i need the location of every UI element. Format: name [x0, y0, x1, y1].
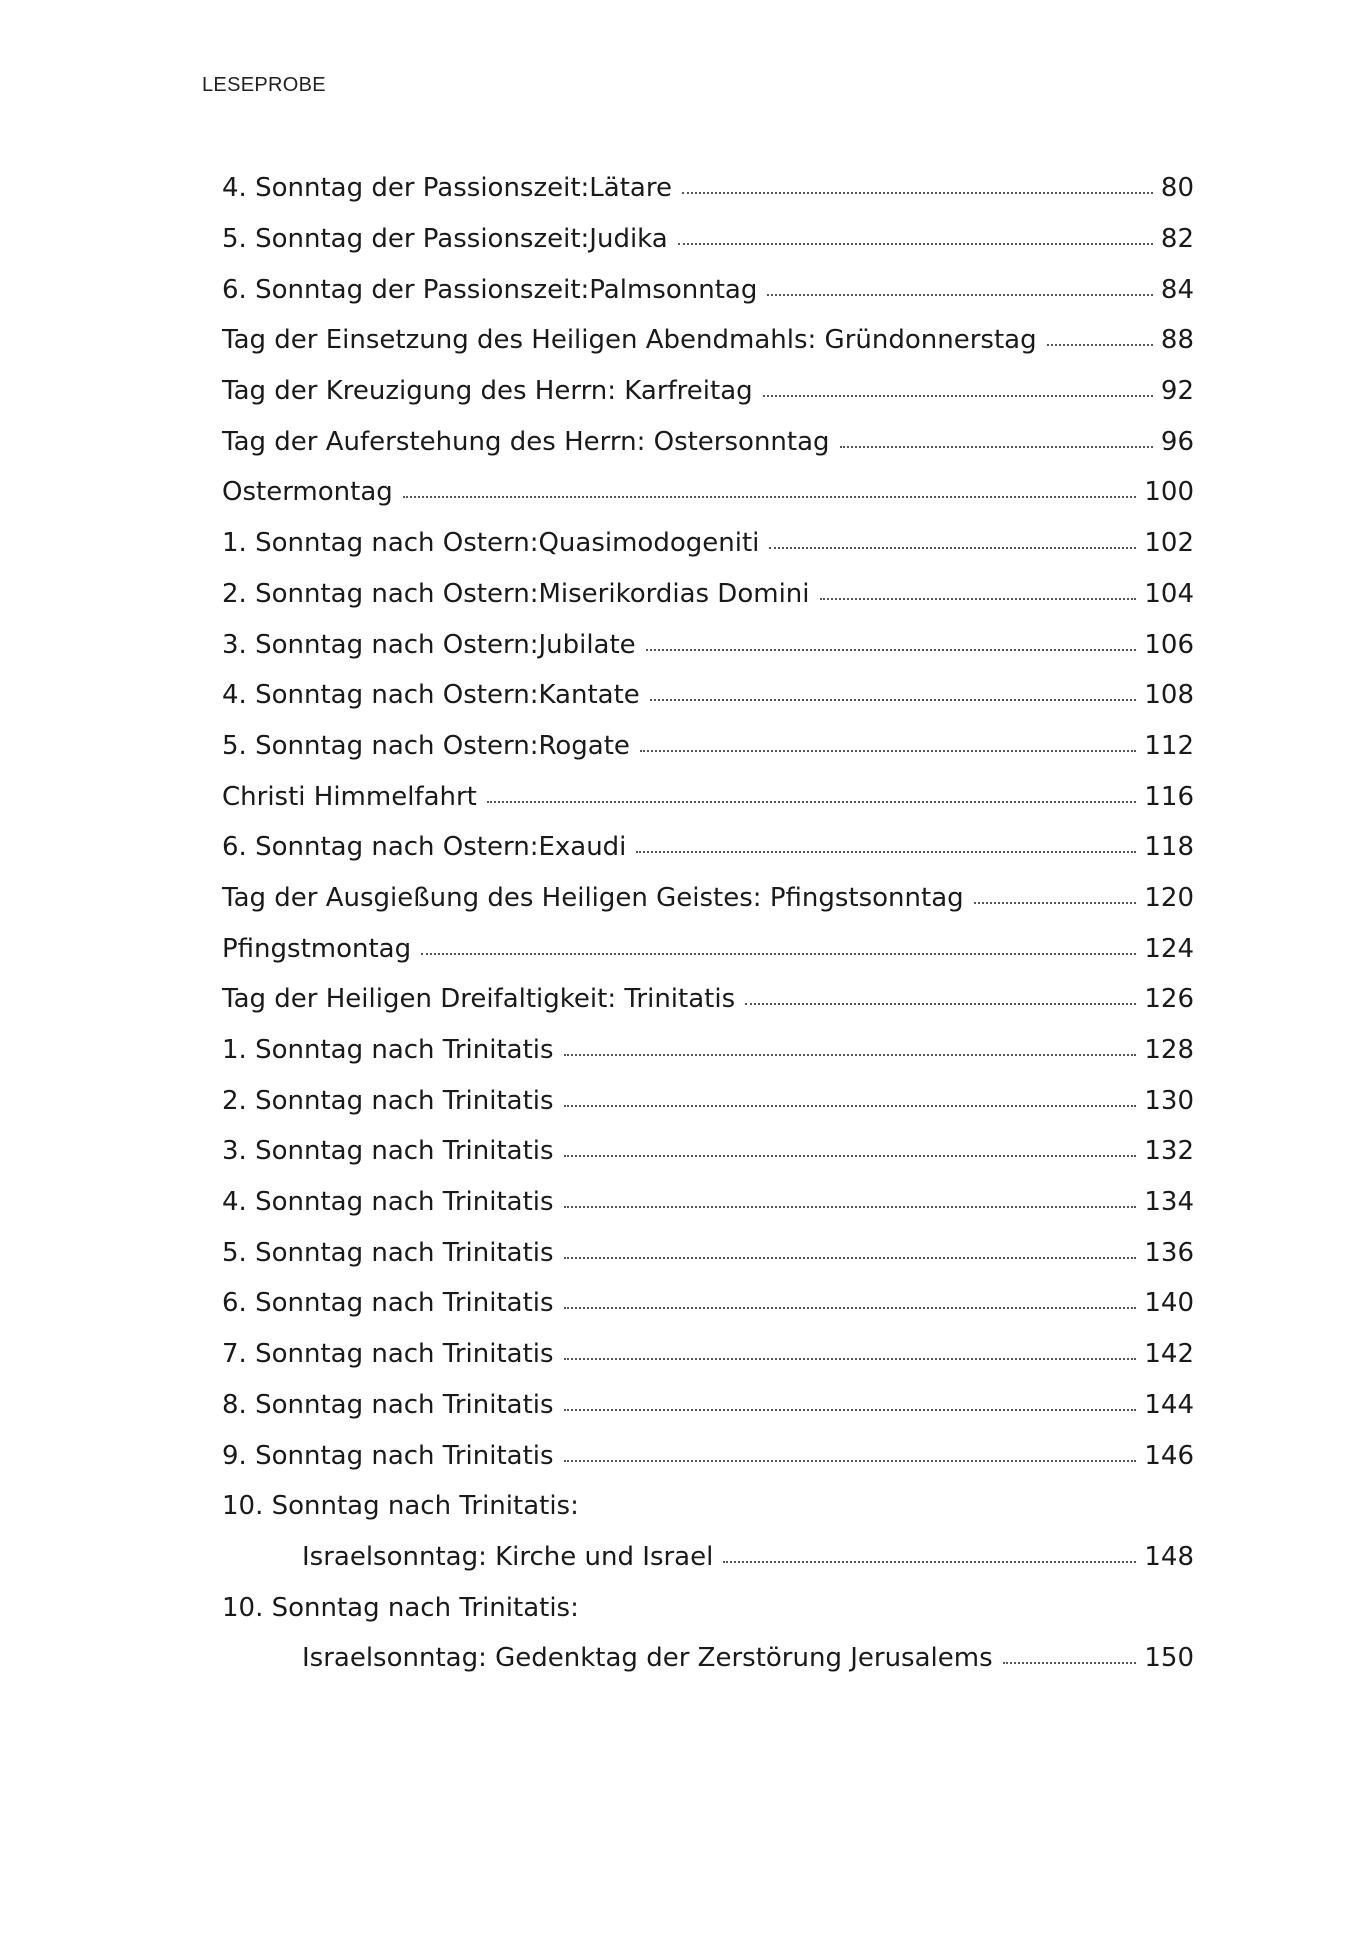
- dot-leader: [682, 192, 1153, 194]
- toc-entry-title: 5. Sonntag nach Trinitatis: [222, 1237, 554, 1268]
- dot-leader: [723, 1561, 1136, 1563]
- dot-leader: [487, 801, 1136, 803]
- toc-page-number: 142: [1144, 1339, 1194, 1370]
- dot-leader: [840, 446, 1153, 448]
- toc-entry[interactable]: [222, 923, 1194, 974]
- toc-page-number: 112: [1144, 730, 1194, 761]
- dot-leader: [564, 1358, 1137, 1360]
- dot-leader: [820, 598, 1137, 600]
- dot-leader: [974, 902, 1137, 904]
- toc-page-number: 126: [1144, 984, 1194, 1015]
- toc-page-number: 92: [1160, 376, 1194, 407]
- toc-entry[interactable]: [222, 315, 1194, 366]
- toc-entry-title: 2. Sonntag nach Trinitatis: [222, 1085, 554, 1116]
- toc-entry-title: Ostermontag: [222, 477, 393, 508]
- toc-entry[interactable]: [222, 1177, 1194, 1228]
- toc-entry-title: 9. Sonntag nach Trinitatis: [222, 1440, 554, 1471]
- dot-leader: [564, 1206, 1137, 1208]
- toc-entry-title: Christi Himmelfahrt: [222, 781, 477, 812]
- toc-entry[interactable]: [222, 1126, 1194, 1177]
- table-of-contents: [222, 163, 1194, 1684]
- toc-page-number: 128: [1144, 1035, 1194, 1066]
- toc-entry-title: 10. Sonntag nach Trinitatis:: [222, 1592, 579, 1623]
- toc-page-number: 130: [1144, 1085, 1194, 1116]
- dot-leader: [564, 1105, 1137, 1107]
- toc-entry-title: Pfingstmontag: [222, 933, 412, 964]
- toc-entry-heading: [222, 1481, 1194, 1532]
- toc-page-number: 146: [1144, 1440, 1194, 1471]
- toc-page-number: 150: [1144, 1643, 1194, 1674]
- toc-page-number: 140: [1144, 1288, 1194, 1319]
- toc-page-number: 118: [1144, 832, 1194, 863]
- toc-entry[interactable]: [222, 416, 1194, 467]
- toc-entry[interactable]: [222, 264, 1194, 315]
- toc-entry-title: 1. Sonntag nach Trinitatis: [222, 1035, 554, 1066]
- toc-page-number: 102: [1144, 528, 1194, 559]
- toc-entry-title: Tag der Einsetzung des Heiligen Abendmahls: Gründonnerstag: [222, 325, 1037, 356]
- toc-entry-subtitle: Israelsonntag: Kirche und Israel: [302, 1541, 714, 1572]
- toc-page-number: 108: [1144, 680, 1194, 711]
- toc-entry-title: 3. Sonntag nach Trinitatis: [222, 1136, 554, 1167]
- dot-leader: [640, 750, 1136, 752]
- toc-entry-title: 7. Sonntag nach Trinitatis: [222, 1339, 554, 1370]
- toc-page-number: 100: [1144, 477, 1194, 508]
- toc-entry-title: 4. Sonntag nach Ostern:Kantate: [222, 680, 640, 711]
- toc-entry-title: 6. Sonntag nach Ostern:Exaudi: [222, 832, 627, 863]
- toc-entry[interactable]: [222, 1430, 1194, 1481]
- toc-entry-title: Tag der Kreuzigung des Herrn: Karfreitag: [222, 376, 753, 407]
- toc-entry[interactable]: [222, 670, 1194, 721]
- dot-leader: [403, 496, 1137, 498]
- toc-entry-title: 2. Sonntag nach Ostern:Miserikordias Domini: [222, 578, 810, 609]
- dot-leader: [421, 953, 1136, 955]
- toc-entry[interactable]: [222, 214, 1194, 265]
- toc-entry[interactable]: [222, 467, 1194, 518]
- toc-entry-title: 5. Sonntag nach Ostern:Rogate: [222, 730, 630, 761]
- toc-entry[interactable]: [222, 1532, 1194, 1583]
- toc-entry[interactable]: [222, 721, 1194, 772]
- toc-entry-title: Tag der Heiligen Dreifaltigkeit: Trinitatis: [222, 984, 736, 1015]
- dot-leader: [636, 851, 1136, 853]
- dot-leader: [564, 1460, 1137, 1462]
- toc-entry[interactable]: [222, 619, 1194, 670]
- dot-leader: [678, 243, 1153, 245]
- toc-entry[interactable]: [222, 1329, 1194, 1380]
- toc-entry[interactable]: [222, 569, 1194, 620]
- dot-leader: [1003, 1662, 1137, 1664]
- dot-leader: [564, 1054, 1137, 1056]
- toc-page-number: 132: [1144, 1136, 1194, 1167]
- toc-entry-title: 3. Sonntag nach Ostern:Jubilate: [222, 629, 636, 660]
- toc-page-number: 104: [1144, 578, 1194, 609]
- toc-entry[interactable]: [222, 1380, 1194, 1431]
- toc-entry-heading: [222, 1582, 1194, 1633]
- toc-entry[interactable]: [222, 163, 1194, 214]
- toc-entry[interactable]: [222, 1633, 1194, 1684]
- toc-page-number: 84: [1160, 274, 1194, 305]
- toc-page-number: 88: [1160, 325, 1194, 356]
- dot-leader: [564, 1409, 1137, 1411]
- toc-entry[interactable]: [222, 1025, 1194, 1076]
- dot-leader: [564, 1307, 1137, 1309]
- dot-leader: [564, 1155, 1137, 1157]
- toc-entry-title: 1. Sonntag nach Ostern:Quasimodogeniti: [222, 528, 760, 559]
- toc-page-number: 106: [1144, 629, 1194, 660]
- dot-leader: [646, 649, 1137, 651]
- toc-entry[interactable]: [222, 974, 1194, 1025]
- toc-page-number: 96: [1160, 426, 1194, 457]
- toc-entry[interactable]: [222, 366, 1194, 417]
- dot-leader: [564, 1257, 1137, 1259]
- toc-entry-title: 8. Sonntag nach Trinitatis: [222, 1389, 554, 1420]
- toc-entry-title: 4. Sonntag nach Trinitatis: [222, 1187, 554, 1218]
- toc-entry-title: 6. Sonntag der Passionszeit:Palmsonntag: [222, 274, 758, 305]
- toc-entry-title: Tag der Auferstehung des Herrn: Ostersonntag: [222, 426, 830, 457]
- toc-page-number: 134: [1144, 1187, 1194, 1218]
- toc-page-number: 124: [1144, 933, 1194, 964]
- toc-page-number: 136: [1144, 1237, 1194, 1268]
- toc-entry-title: 4. Sonntag der Passionszeit:Lätare: [222, 173, 672, 204]
- toc-entry[interactable]: [222, 771, 1194, 822]
- dot-leader: [745, 1003, 1136, 1005]
- dot-leader: [650, 699, 1137, 701]
- dot-leader: [767, 294, 1153, 296]
- toc-entry-title: 5. Sonntag der Passionszeit:Judika: [222, 224, 668, 255]
- toc-entry[interactable]: [222, 518, 1194, 569]
- toc-page-number: 120: [1144, 882, 1194, 913]
- dot-leader: [769, 547, 1136, 549]
- toc-page-number: 80: [1160, 173, 1194, 204]
- dot-leader: [1047, 344, 1153, 346]
- dot-leader: [763, 395, 1153, 397]
- toc-page-number: 82: [1160, 224, 1194, 255]
- toc-entry[interactable]: [222, 873, 1194, 924]
- toc-entry[interactable]: [222, 1278, 1194, 1329]
- toc-page-number: 144: [1144, 1389, 1194, 1420]
- page-header: LESEPROBE: [202, 74, 326, 96]
- toc-entry[interactable]: [222, 1227, 1194, 1278]
- toc-page-number: 116: [1144, 781, 1194, 812]
- toc-entry-title: Tag der Ausgießung des Heiligen Geistes: Pfingstsonntag: [222, 882, 964, 913]
- toc-page-number: 148: [1144, 1541, 1194, 1572]
- toc-entry-title: 6. Sonntag nach Trinitatis: [222, 1288, 554, 1319]
- toc-entry-subtitle: Israelsonntag: Gedenktag der Zerstörung Jerusalems: [302, 1643, 993, 1674]
- toc-entry[interactable]: [222, 1075, 1194, 1126]
- toc-entry-title: 10. Sonntag nach Trinitatis:: [222, 1491, 579, 1522]
- toc-entry[interactable]: [222, 822, 1194, 873]
